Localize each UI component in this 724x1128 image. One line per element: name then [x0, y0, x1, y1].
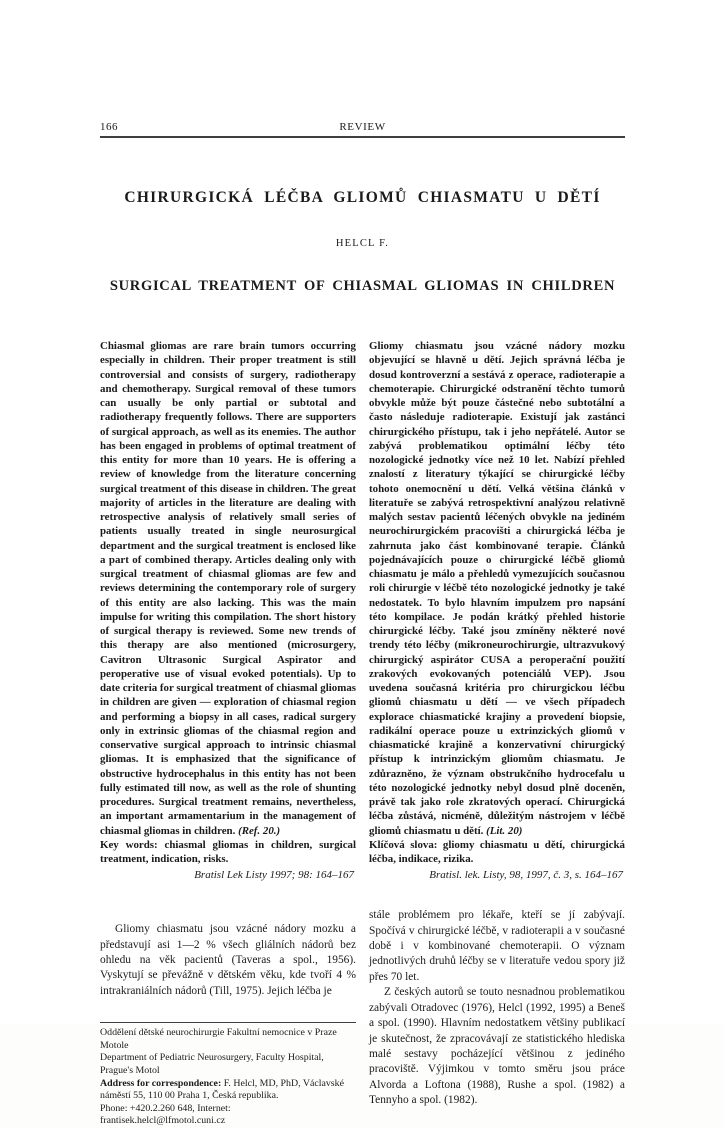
running-head [100, 120, 625, 138]
footnote-phone-email: Phone: +420.2.260 648, Internet: frantisek.helcl@lfmotol.cuni.cz [100, 1102, 231, 1127]
keywords-english: Key words: chiasmal gliomas in children, surgical treatment, indication, risks. [100, 838, 356, 865]
keywords-czech: Klíčová slova: gliomy chiasmatu u dětí, chirurgická léčba, indikace, rizika. [369, 838, 625, 865]
citation-english: Bratisl Lek Listy 1997; 98: 164–167 [194, 869, 354, 882]
citation-czech: Bratisl. lek. Listy, 98, 1997, č. 3, s. 164–167 [429, 869, 623, 882]
footnote-address-label: Address for correspondence: [100, 1077, 222, 1089]
abstract-english [100, 339, 356, 838]
footnote-address-text: F. Helcl, MD, PhD, Václavské náměstí 55, 110 00 Praha 1, Česká republika. [100, 1077, 344, 1102]
abstract-czech-text: Gliomy chiasmatu jsou vzácné nádory mozku objevující se hlavně u dětí. Jejich správná léčba je dosud kontroverzní a sestává z operace, radioterapie a chemoterapie. Chirurgické odstranění těchto tumorů obvykle může být pouze částečné nebo subtotální a často následuje radioterapie. Existují jak zastánci chirurgického přístupu, tak i jeho nepřátelé. Autor se zabývá problematikou optimální léčby této nozologické jednotky více než 10 let. Nabízí přehled znalostí z literatury týkající se chirurgické léčby tohoto onemocnění u dětí. Velká většina článků v literatuře se zabývá retrospektivní analýzou relativně malých sestav pacientů léčených obvykle na jediném neurochirurgickém pracovišti a chirurgická léčba je zahrnuta jako část kombinované terapie. Článků pojednávajících pouze o chirurgické léčbě gliomů chiasmatu je málo a přehledů vymezujících současnou roli chirurgie v léčbě této nozologické jednotky je také nedostatek. To bylo hlavním impulzem pro napsání této kompilace. Je podán krátký přehled historie chirurgické léčby. Také jsou zmíněny některé nové trendy této léčby (mikroneurochirurgie, ultrazvukový chirurgický aspirátor CUSA a peroperační použití zrakových evokovaných potenciálů VEP). Jsou uvedena současná kritéria pro chirurgickou léčbu gliomů chiasmatu u dětí — ve všech případech explorace chiasmatické krajiny a provedení biopsie, radikální operace pouze u extrinzických gliomů v chiasmatické krajině a konzervativní chirurgický přístup k intrinzickým gliomům chiasmatu. Je zdůrazněno, že význam obstrukčního hydrocefalu u této nozologické jednotky nebyl dosud plně doceněn, právě tak jako role zkratových operací. Chirurgická léčba zůstává, nicméně, důležitým nástrojem v léčbě gliomů chiasmatu u dětí. [369, 340, 625, 837]
body-paragraph-left: Gliomy chiasmatu jsou vzácné nádory mozku a představují asi 1—2 % všech gliálních nádorů bez ohledu na věk pacientů (Taveras a spol., 1956). Vyskytují se převážně v dětském věku, kde tvoří 4 % intrakraniálních nádorů (Till, 1975). Jejich léčba je [100, 923, 356, 997]
body-paragraph-right-1: stále problémem pro lékaře, kteří se jí zabývají. Spočívá v chirurgické léčbě, v radioterapii a v současné době i v kombinované chemoterapii. O význam jednotlivých druhů léčby se v literatuře vedou spory již přes 70 let. [369, 909, 625, 983]
abstract-czech-ref: (Lit. 20) [486, 824, 523, 837]
body-paragraph-right-2: Z českých autorů se touto nesnadnou problematikou zabývali Otradovec (1976), Helcl (1992, 1995) a Beneš a spol. (1990). Hlavním nedostatkem většiny publikací je skutečnost, že zpracovávají ze statistického hlediska malé sestavy pocházející většinou z jediného pracoviště. Výjimkou v tomto směru jsou práce Alvorda a Loftona (1988), Rushe a spol. (1982) a Tennyho a spol. (1982). [369, 986, 625, 1107]
left-column [100, 339, 356, 1128]
footnote-affiliation-en: Department of Pediatric Neurosurgery, Faculty Hospital, Prague's Motol [100, 1052, 324, 1077]
right-column [369, 339, 625, 1128]
article-title-czech: CHIRURGICKÁ LÉČBA GLIOMŮ CHIASMATU U DĚTÍ [124, 189, 601, 206]
abstract-english-ref: (Ref. 20.) [238, 824, 281, 837]
page-number: 166 [100, 121, 118, 133]
footnote-affiliation-cz: Oddělení dětské neurochirurgie Fakultní nemocnice v Praze Motole [100, 1027, 337, 1051]
two-column-layout [100, 339, 625, 1128]
footnote-block [100, 1022, 356, 1128]
article-title-english: SURGICAL TREATMENT OF CHIASMAL GLIOMAS IN CHILDREN [109, 278, 616, 294]
footnote-address [100, 1078, 356, 1103]
abstract-english-text: Chiasmal gliomas are rare brain tumors occurring especially in children. Their proper treatment is still controversial and consists of surgery, radiotherapy and chemotherapy. Surgical removal of these tumors can usually be only partial or subtotal and radiotherapy frequently follows. There are supporters of surgical approach, as well as its enemies. The author has been engaged in problems of optimal treatment of this entity for more than 10 years. He is offering a review of knowledge from the literature concerning surgical treatment of this disease in children. The great majority of articles in the literature are dealing with retrospective analysis of relatively small series of patients usually treated in single neurosurgical department and the surgical treatment is enclosed like a part of combined therapy. Articles dealing only with surgical treatment of chiasmal gliomas are few and reviews determining the contemporary role of surgery of this entity are also lacking. This was the main impulse for writing this compilation. The short history of surgical therapy is reviewed. Some new trends of this therapy are also mentioned (microsurgery, Cavitron Ultrasonic Surgical Aspirator and peroperative use of visual evoked potentials). Up to date criteria for surgical treatment of chiasmal gliomas in children are given — exploration of chiasmal region and performing a biopsy in all cases, radical surgery only in extrinsic gliomas of the chiasmal region and conservative surgical approach to intrinsic chiasmal gliomas. It is emphasized that the significance of obstructive hydrocephalus in this entity has not been fully estimated till now, as well as the role of shunting procedures. Surgical treatment remains, nevertheless, an important armamentarium in the management of chiasmal gliomas in children. [100, 340, 356, 837]
abstract-czech [369, 339, 625, 838]
author-name: HELCL F. [335, 238, 390, 249]
section-label: REVIEW [339, 121, 386, 133]
